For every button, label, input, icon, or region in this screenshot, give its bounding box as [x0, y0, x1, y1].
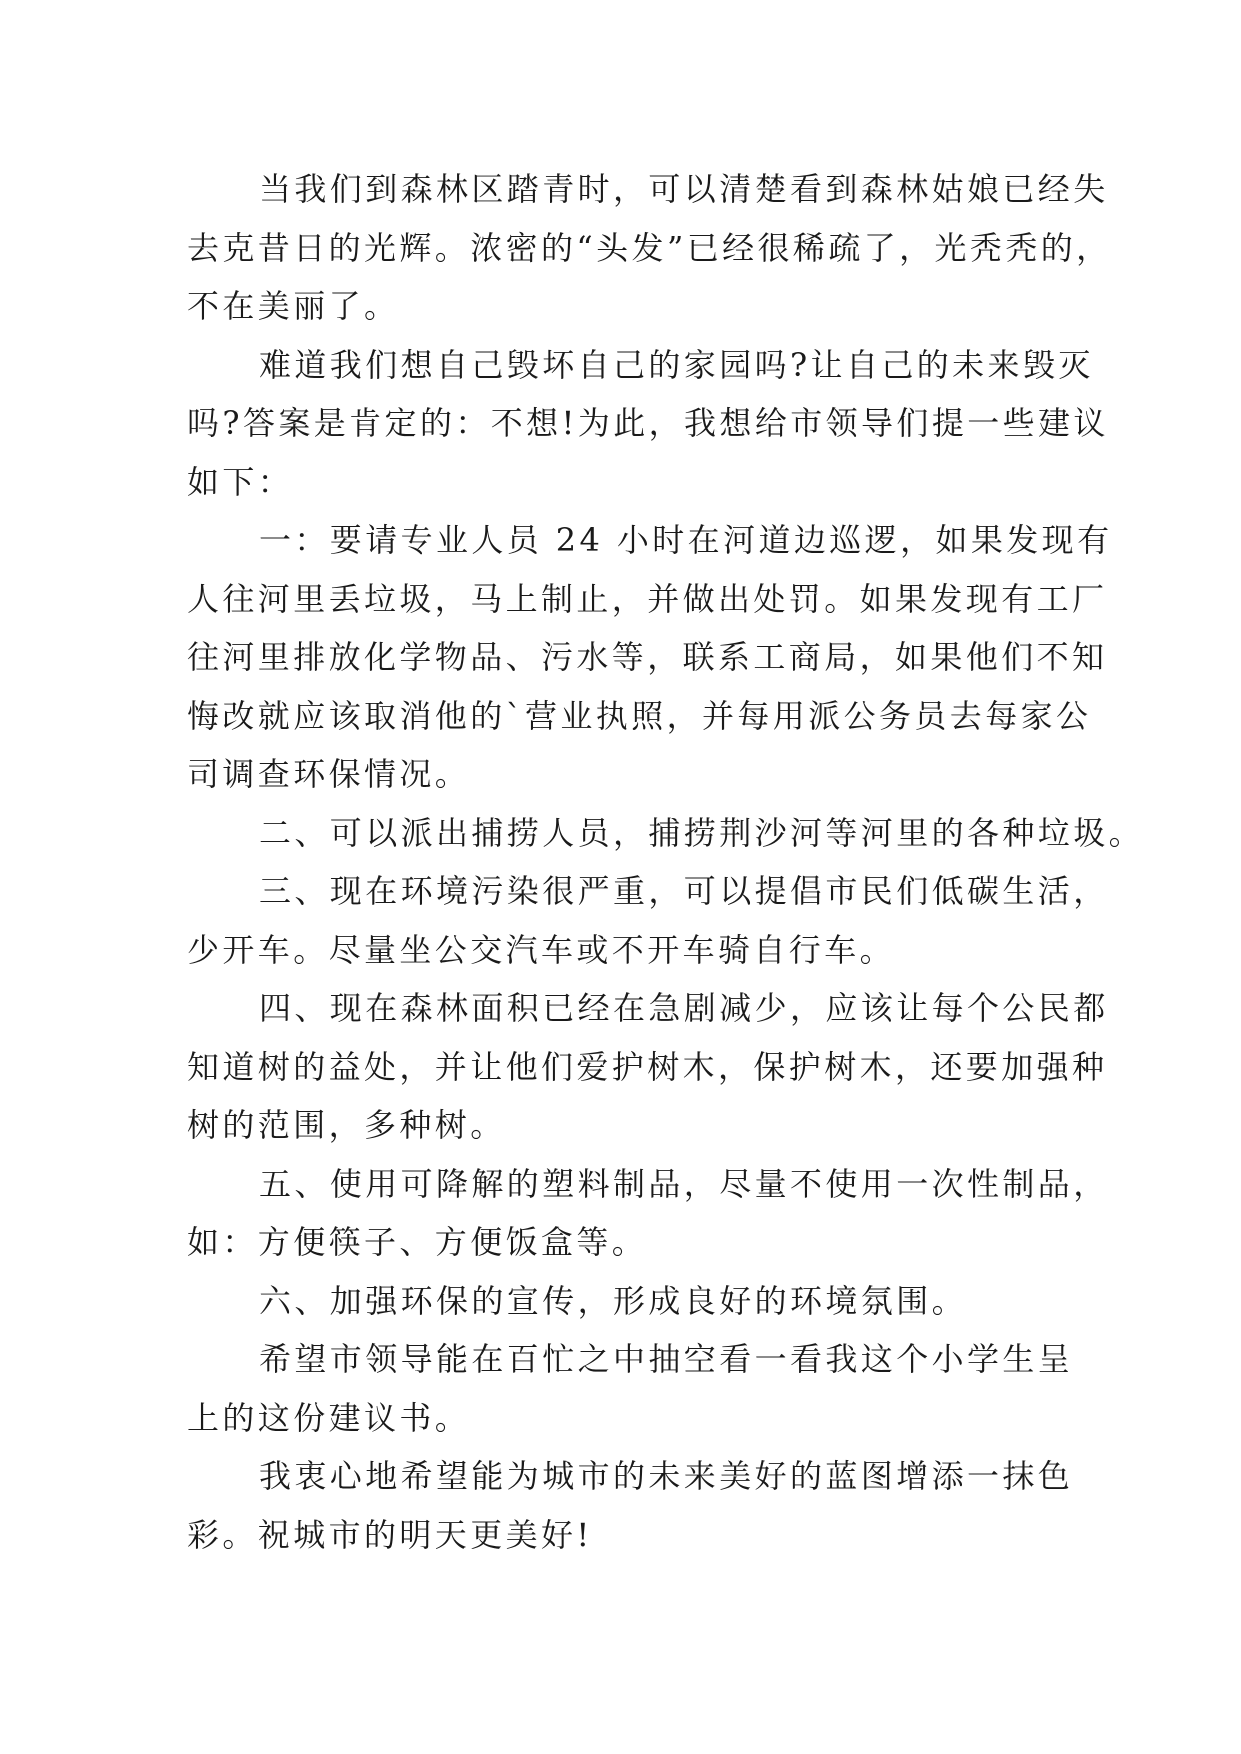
- paragraph-first-line: 一：要请专业人员 24 小时在河道边巡逻，如果发现有: [259, 521, 1113, 559]
- paragraph-line: 如：方便筷子、方便饭盒等。: [187, 1223, 648, 1261]
- paragraph-first-line: 我衷心地希望能为城市的未来美好的蓝图增添一抹色: [259, 1457, 1074, 1495]
- paragraph-first-line: 四、现在森林面积已经在急剧减少，应该让每个公民都: [259, 989, 1109, 1027]
- paragraph-line: 如下：: [187, 462, 294, 501]
- paragraph-line: 司调查环保情况。: [187, 755, 471, 793]
- paragraph-first-line: 五、使用可降解的塑料制品，尽量不使用一次性制品，: [259, 1164, 1109, 1203]
- paragraph-first-line: 二、可以派出捕捞人员，捕捞荆沙河等河里的各种垃圾。: [259, 813, 1145, 852]
- paragraph-first-line: 当我们到森林区踏青时，可以清楚看到森林姑娘已经失: [259, 170, 1109, 208]
- paragraph-line: 上的这份建议书。: [187, 1398, 471, 1437]
- paragraph-first-line: 难道我们想自己毁坏自己的家园吗?让自己的未来毁灭: [259, 345, 1094, 384]
- document-body: [187, 160, 1145, 1564]
- paragraph-line: 树的范围，多种树。: [187, 1106, 506, 1144]
- paragraph-first-line: 三、现在环境污染很严重，可以提倡市民们低碳生活，: [259, 872, 1109, 910]
- paragraph-line: 少开车。尽量坐公交汽车或不开车骑自行车。: [187, 930, 896, 969]
- paragraph-line: 吗?答案是肯定的：不想!为此，我想给市领导们提一些建议: [187, 404, 1109, 442]
- paragraph-line: 往河里排放化学物品、污水等，联系工商局，如果他们不知: [187, 638, 1108, 676]
- paragraph-line: 去克昔日的光辉。浓密的“头发”已经很稀疏了，光秃秃的，: [187, 228, 1112, 267]
- paragraph-line: 彩。祝城市的明天更美好!: [187, 1515, 593, 1554]
- paragraph-first-line: 希望市领导能在百忙之中抽空看一看我这个小学生呈: [259, 1340, 1074, 1378]
- paragraph-line: 知道树的益处，并让他们爱护树木，保护树木，还要加强种: [187, 1047, 1108, 1086]
- paragraph-line: 人往河里丢垃圾，马上制止，并做出处罚。如果发现有工厂: [187, 579, 1108, 618]
- paragraph-line: 悔改就应该取消他的`营业执照，并每用派公务员去每家公: [187, 696, 1092, 735]
- paragraph-line: 不在美丽了。: [187, 287, 400, 325]
- paragraph-first-line: 六、加强环保的宣传，形成良好的环境氛围。: [259, 1281, 968, 1320]
